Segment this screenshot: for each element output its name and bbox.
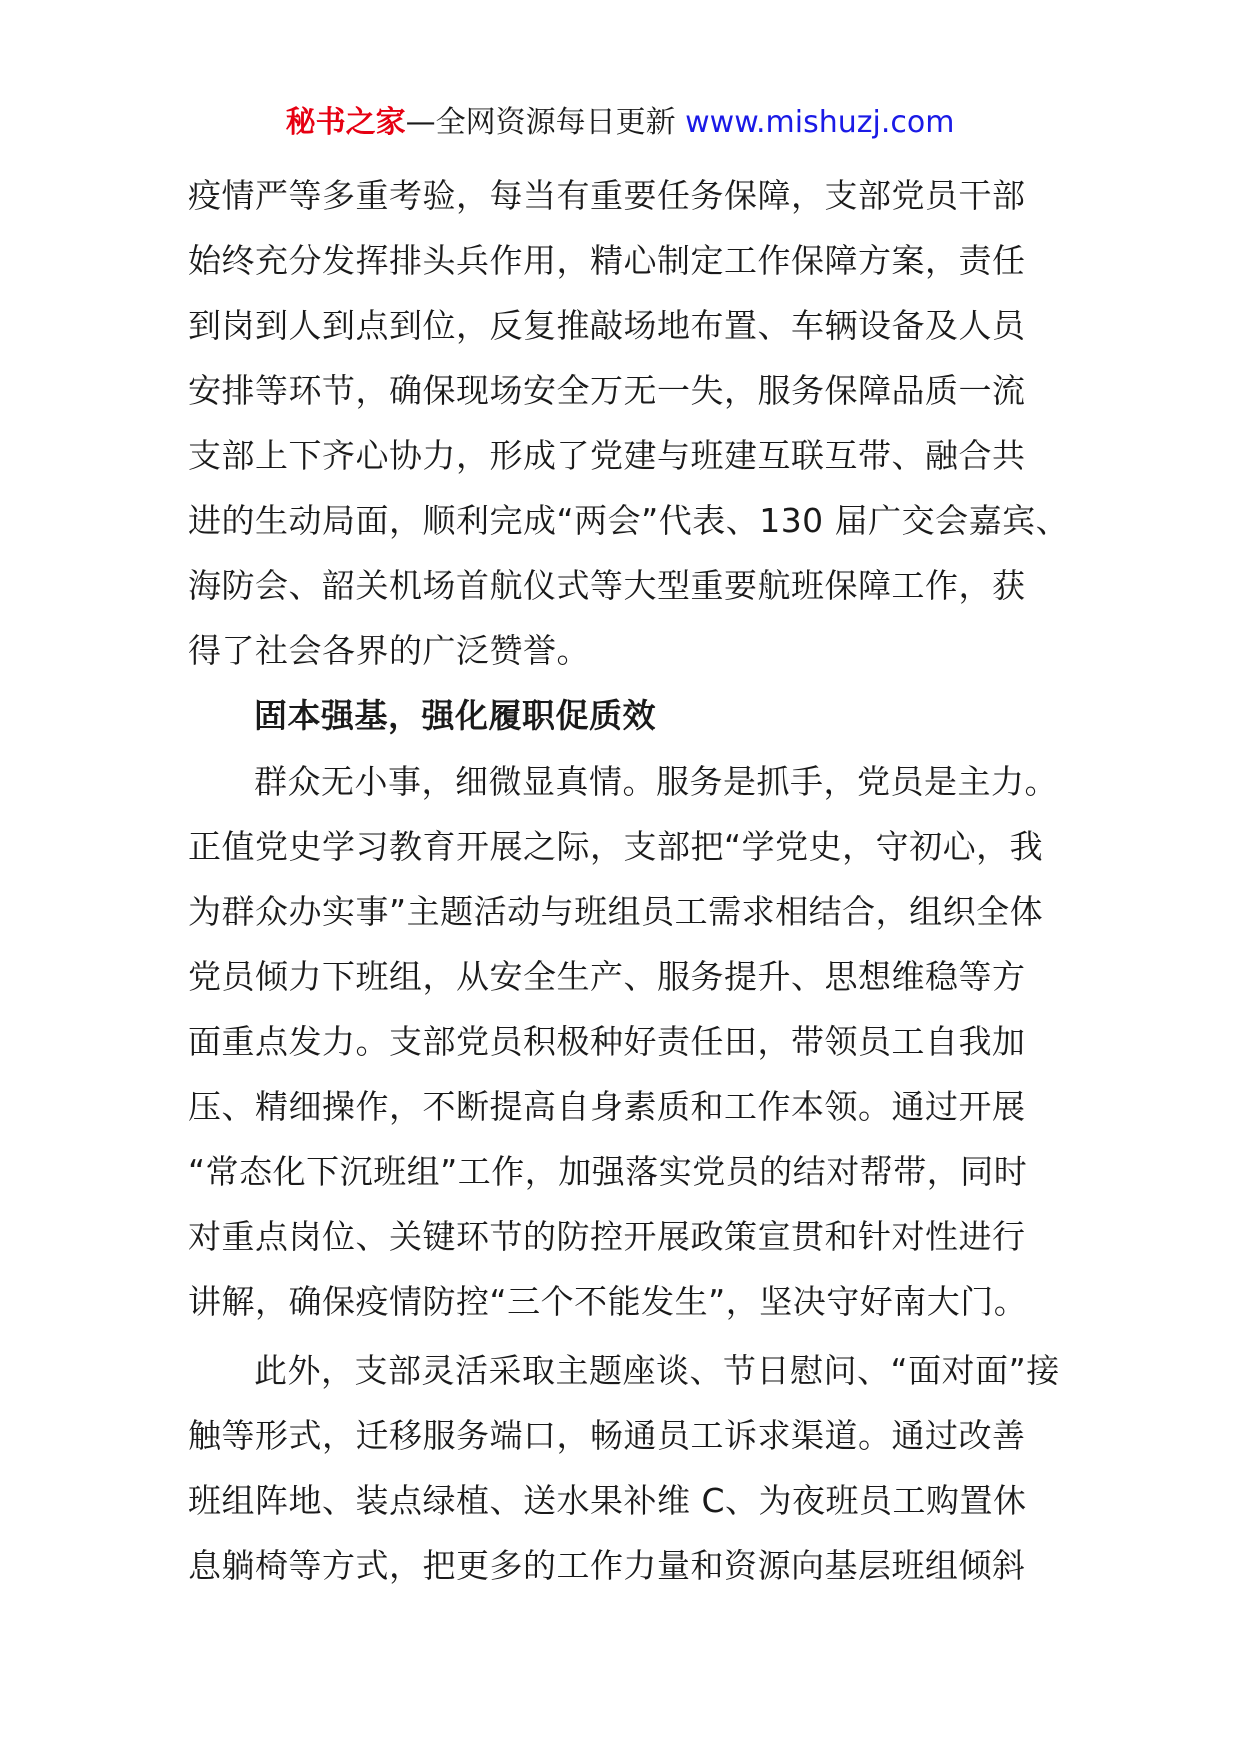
text-line: 安排等环节，确保现场安全万无一失，服务保障品质一流 — [188, 371, 1026, 410]
text-line: 对重点岗位、关键环节的防控开展政策宣贯和针对性进行 — [188, 1217, 1026, 1256]
text-line: 面重点发力。支部党员积极种好责任田，带领员工自我加 — [188, 1022, 1026, 1061]
text-line: 得了社会各界的广泛赞誉。 — [188, 631, 590, 670]
site-url[interactable]: www.mishuzj.com — [685, 105, 955, 140]
text-line: “常态化下沉班组”工作，加强落实党员的结对帮带，同时 — [188, 1152, 1028, 1191]
text-line: 压、精细操作，不断提高自身素质和工作本领。通过开展 — [188, 1087, 1026, 1126]
text-line: 始终充分发挥排头兵作用，精心制定工作保障方案，责任 — [188, 241, 1026, 280]
text-line: 党员倾力下班组，从安全生产、服务提升、思想维稳等方 — [188, 957, 1026, 996]
text-line: 疫情严等多重考验，每当有重要任务保障，支部党员干部 — [188, 176, 1026, 215]
text-line: 海防会、韶关机场首航仪式等大型重要航班保障工作，获 — [188, 566, 1026, 605]
text-line: 触等形式，迁移服务端口，畅通员工诉求渠道。通过改善 — [188, 1416, 1026, 1455]
paragraph-1 — [188, 163, 1068, 683]
text-line: 进的生动局面，顺利完成“两会”代表、130 届广交会嘉宾、 — [188, 501, 1070, 540]
text-line: 为群众办实事”主题活动与班组员工需求相结合，组织全体 — [188, 892, 1044, 931]
text-line: 班组阵地、装点绿植、送水果补维 C、为夜班员工购置休 — [188, 1481, 1027, 1520]
document-body — [188, 163, 1068, 1598]
paragraph-3 — [188, 1338, 1068, 1598]
section-heading: 固本强基，强化履职促质效 — [254, 696, 656, 735]
text-line: 此外，支部灵活采取主题座谈、节日慰问、“面对面”接 — [254, 1351, 1060, 1390]
text-line: 群众无小事，细微显真情。服务是抓手，党员是主力。 — [254, 762, 1058, 801]
text-line: 息躺椅等方式，把更多的工作力量和资源向基层班组倾斜 — [188, 1546, 1026, 1585]
text-line: 到岗到人到点到位，反复推敲场地布置、车辆设备及人员 — [188, 306, 1026, 345]
text-line: 讲解，确保疫情防控“三个不能发生”，坚决守好南大门。 — [188, 1282, 1028, 1321]
text-line: 正值党史学习教育开展之际，支部把“学党史，守初心，我 — [188, 827, 1044, 866]
header-tagline: —全网资源每日更新 — [405, 105, 686, 140]
page-header — [0, 100, 1240, 146]
paragraph-2 — [188, 749, 1068, 1334]
brand-name: 秘书之家 — [285, 105, 406, 140]
text-line: 支部上下齐心协力，形成了党建与班建互联互带、融合共 — [188, 436, 1026, 475]
